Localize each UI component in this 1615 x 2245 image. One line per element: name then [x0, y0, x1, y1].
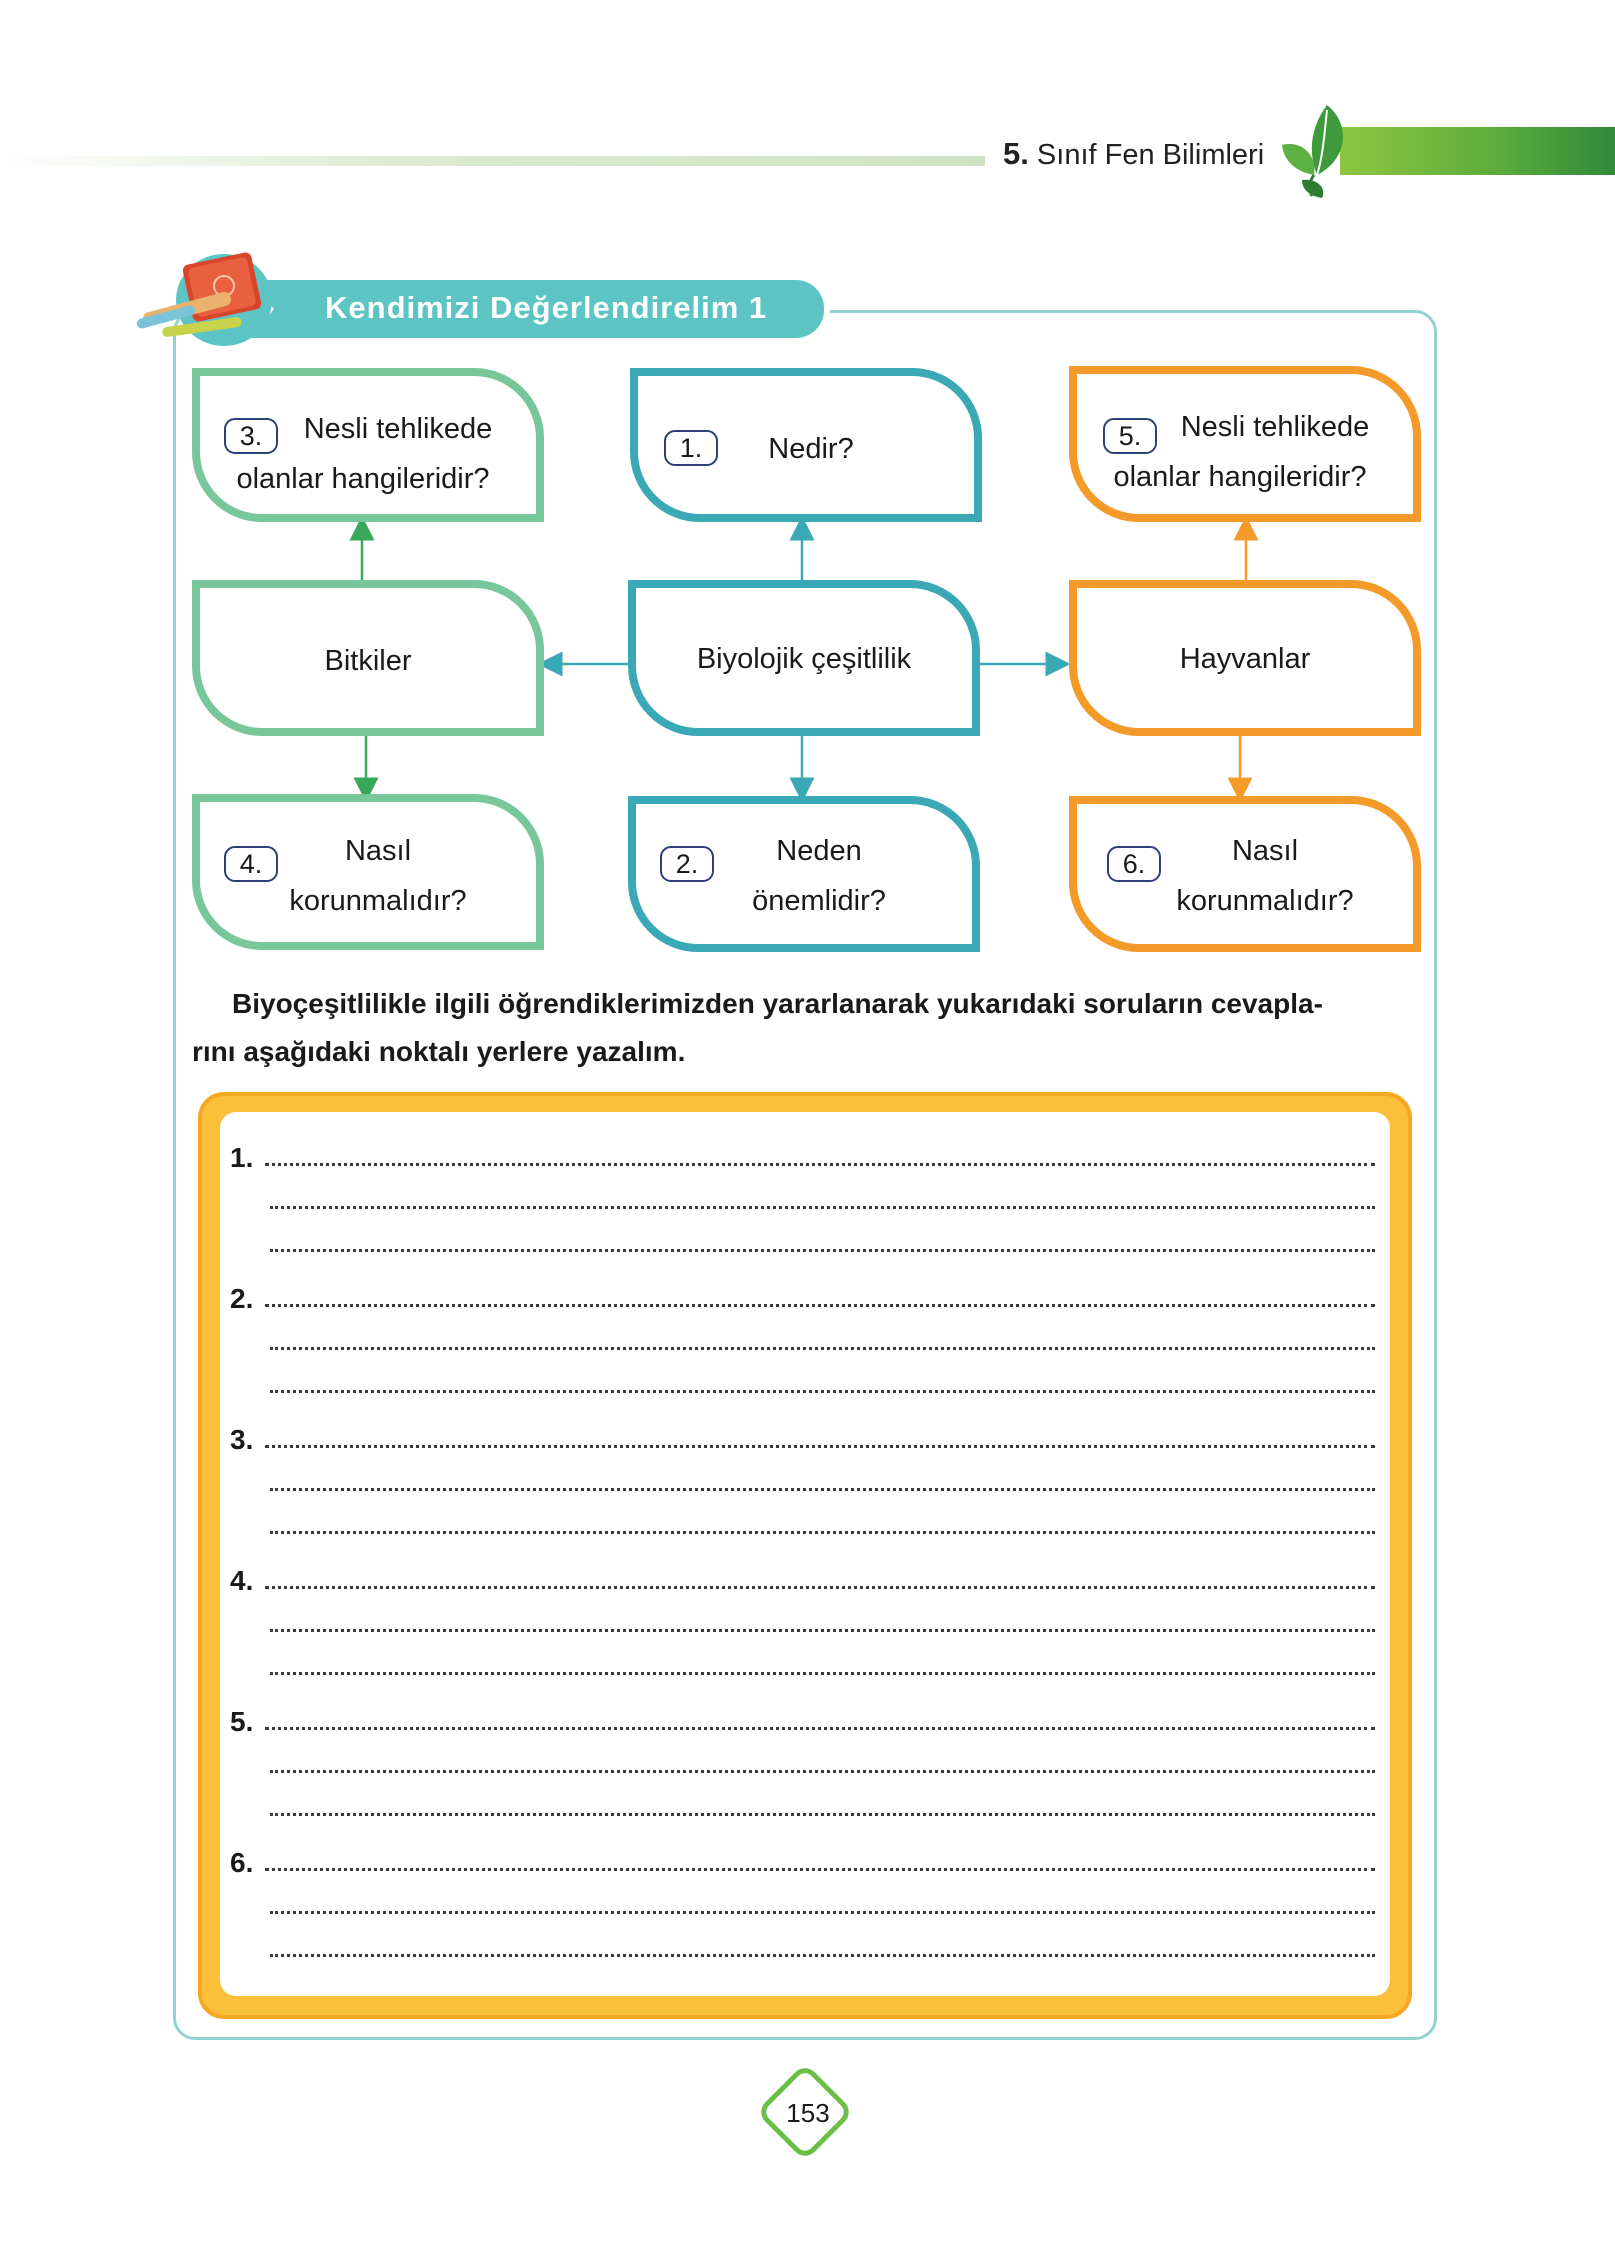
node-6-number: 6. — [1107, 846, 1161, 882]
section-title: Kendimizi Değerlendirelim 1 — [325, 290, 768, 325]
biodiversity-label: Biyolojik çeşitlilik — [696, 643, 912, 675]
node-4-plants-protect — [192, 794, 544, 950]
dotted-line — [270, 1629, 1375, 1632]
answer-number: 5. — [230, 1706, 254, 1737]
node-2-number: 2. — [660, 846, 714, 882]
answer-number: 3. — [230, 1424, 254, 1455]
node-5-number: 5. — [1103, 418, 1157, 454]
dotted-line — [265, 1304, 1375, 1307]
dotted-line — [265, 1445, 1375, 1448]
node-3-number: 3. — [224, 418, 278, 454]
node-4-number: 4. — [224, 846, 278, 882]
answer-continuation-line[interactable] — [230, 1651, 1375, 1681]
node-3-line2: olanlar hangileridir? — [236, 463, 490, 495]
answer-continuation-line[interactable] — [230, 1510, 1375, 1540]
node-2-line1: Neden — [776, 835, 862, 867]
dotted-line — [270, 1672, 1375, 1675]
grade-number: 5. — [1003, 136, 1029, 171]
node-6-line2: korunmalıdır? — [1176, 885, 1354, 917]
node-1-number: 1. — [664, 430, 718, 466]
answer-continuation-line[interactable] — [230, 1792, 1375, 1822]
dotted-line — [265, 1586, 1375, 1589]
answer-continuation-line[interactable] — [230, 1608, 1375, 1638]
node-2-line2: önemlidir? — [752, 885, 886, 917]
dotted-line — [270, 1911, 1375, 1914]
dotted-line — [270, 1206, 1375, 1209]
dotted-line — [270, 1488, 1375, 1491]
page-number: 153 — [786, 2098, 830, 2128]
node-4-line1: Nasıl — [344, 835, 412, 867]
node-biodiversity — [628, 580, 980, 736]
answer-line-2[interactable] — [230, 1283, 1375, 1313]
answer-continuation-line[interactable] — [230, 1933, 1375, 1963]
plants-label: Bitkiler — [324, 645, 412, 677]
answer-continuation-line[interactable] — [230, 1749, 1375, 1779]
dotted-line — [270, 1531, 1375, 1534]
node-2-why-important — [628, 796, 980, 952]
dotted-line — [265, 1163, 1375, 1166]
node-1-line1: Nedir? — [768, 433, 854, 465]
dotted-line — [265, 1727, 1375, 1730]
node-4-line2: korunmalıdır? — [289, 885, 467, 917]
answer-continuation-line[interactable] — [230, 1369, 1375, 1399]
node-5-line2: olanlar hangileridir? — [1113, 461, 1367, 493]
answer-continuation-line[interactable] — [230, 1890, 1375, 1920]
dotted-line — [265, 1868, 1375, 1871]
dotted-line — [270, 1770, 1375, 1773]
answer-line-6[interactable] — [230, 1847, 1375, 1877]
instruction-text — [192, 980, 1428, 1076]
node-3-plants-endangered — [192, 368, 544, 522]
answer-line-5[interactable] — [230, 1706, 1375, 1736]
dotted-line — [270, 1390, 1375, 1393]
node-5-animals-endangered — [1069, 366, 1421, 522]
answer-continuation-line[interactable] — [230, 1326, 1375, 1356]
node-6-animals-protect — [1069, 796, 1421, 952]
answer-number: 6. — [230, 1847, 254, 1878]
dotted-line — [270, 1347, 1375, 1350]
answer-line-1[interactable] — [230, 1142, 1375, 1172]
answer-line-4[interactable] — [230, 1565, 1375, 1595]
node-3-line1: Nesli tehlikede — [303, 413, 493, 445]
answer-continuation-line[interactable] — [230, 1185, 1375, 1215]
answer-number: 1. — [230, 1142, 254, 1173]
answer-continuation-line[interactable] — [230, 1467, 1375, 1497]
node-1-what-is — [630, 368, 982, 522]
instruction-line-2: rını aşağıdaki noktalı yerlere yazalım. — [192, 1036, 686, 1067]
dotted-line — [270, 1954, 1375, 1957]
node-6-line1: Nasıl — [1231, 835, 1299, 867]
node-5-line1: Nesli tehlikede — [1180, 411, 1370, 443]
answer-continuation-line[interactable] — [230, 1228, 1375, 1258]
node-plants — [192, 580, 544, 736]
dotted-line — [270, 1249, 1375, 1252]
answer-line-3[interactable] — [230, 1424, 1375, 1454]
instruction-line-1: Biyoçeşitlilikle ilgili öğrendiklerimizden yararlanarak yukarıdaki soruların cevapla- — [232, 988, 1323, 1019]
dotted-line — [270, 1813, 1375, 1816]
subject-name: Sınıf Fen Bilimleri — [1036, 139, 1265, 171]
node-animals — [1069, 580, 1421, 736]
answer-number: 4. — [230, 1565, 254, 1596]
animals-label: Hayvanlar — [1179, 643, 1311, 675]
answer-number: 2. — [230, 1283, 254, 1314]
